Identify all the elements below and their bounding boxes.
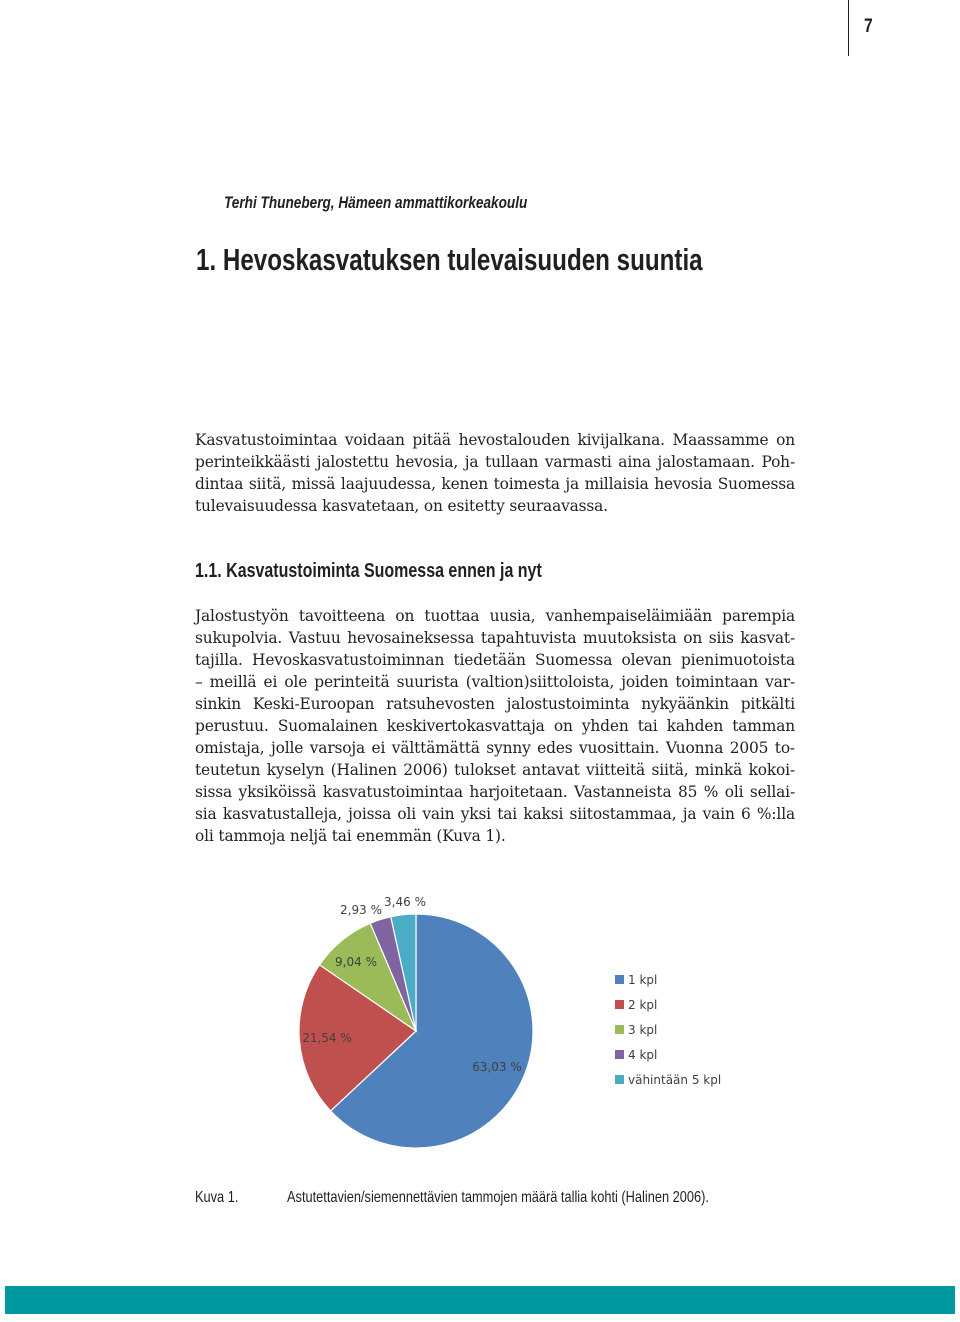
paragraph-line: sissa yksiköissä kasvatustoimintaa harjoitetaan. Vastanneista 85 % oli sellai- xyxy=(195,783,795,801)
paragraph-line: Kasvatustoimintaa voidaan pitää hevostalouden kivijalkana. Maassamme on xyxy=(195,431,795,449)
paragraph-line: omistaja, jolle varsoja ei välttämättä synny edes vuosittain. Vuonna 2005 to- xyxy=(195,739,795,757)
legend-swatch xyxy=(615,1075,624,1084)
legend-label: 4 kpl xyxy=(628,1048,658,1062)
paragraph-line: sia kasvatustalleja, joissa oli vain yksi tai kaksi siitostammaa, ja vain 6 %:lla xyxy=(195,805,795,823)
page-number: 7 xyxy=(864,16,873,37)
legend-label: vähintään 5 kpl xyxy=(628,1073,722,1087)
figure-caption-text: Astutettavien/siemennettävien tammojen määrä tallia kohti (Halinen 2006). xyxy=(287,1189,709,1206)
legend-swatch xyxy=(615,975,624,984)
paragraph-line: sinkin Keski-Euroopan ratsuhevosten jalostustoiminta nykyäänkin pitkälti xyxy=(195,695,795,713)
legend-swatch xyxy=(615,1025,624,1034)
pie-data-label: 2,93 % xyxy=(340,903,382,917)
pie-data-label: 3,46 % xyxy=(384,895,426,909)
paragraph-line: Jalostustyön tavoitteena on tuottaa uusia, vanhempaiseläimiään parempia xyxy=(195,607,795,625)
section-heading: 1.1. Kasvatustoiminta Suomessa ennen ja nyt xyxy=(195,560,542,582)
paragraph-line: tulevaisuudessa kasvatetaan, on esitetty seuraavassa. xyxy=(195,497,608,515)
paragraph-line: teutetun kyselyn (Halinen 2006) tulokset antavat viitteitä siitä, minkä kokoi- xyxy=(195,761,795,779)
chapter-title: 1. Hevoskasvatuksen tulevaisuuden suuntia xyxy=(196,242,703,277)
legend-swatch xyxy=(615,1050,624,1059)
pie-data-label: 21,54 % xyxy=(302,1031,352,1045)
author-line: Terhi Thuneberg, Hämeen ammattikorkeakoulu xyxy=(224,193,528,212)
footer-band xyxy=(5,1286,955,1314)
paragraph-line: tajilla. Hevoskasvatustoiminnan tiedetään Suomessa olevan pienimuotoista xyxy=(195,651,795,669)
paragraph-line: oli tammoja neljä tai enemmän (Kuva 1). xyxy=(195,827,506,845)
legend-label: 2 kpl xyxy=(628,998,658,1012)
legend-swatch xyxy=(615,1000,624,1009)
paragraph-line: sukupolvia. Vastuu hevosaineksessa tapahtuvista muutoksista on siis kasvat- xyxy=(195,629,795,647)
figure-caption-label: Kuva 1. xyxy=(195,1189,239,1206)
legend-label: 3 kpl xyxy=(628,1023,658,1037)
paragraph-line: perustuu. Suomalainen keskivertokasvattaja on yhden tai kahden tamman xyxy=(195,717,795,735)
legend-label: 1 kpl xyxy=(628,973,658,987)
paragraph-line: perinteikkäästi jalostettu hevosia, ja tullaan varmasti aina jalostamaan. Poh- xyxy=(195,453,795,471)
paragraph-line: dintaa siitä, missä laajuudessa, kenen toimesta ja millaisia hevosia Suomessa xyxy=(195,475,795,493)
paragraph-line: – meillä ei ole perinteitä suurista (valtion)siittoloista, joiden toimintaan var- xyxy=(195,673,795,691)
pie-data-label: 63,03 % xyxy=(472,1060,522,1074)
pie-data-label: 9,04 % xyxy=(335,955,377,969)
